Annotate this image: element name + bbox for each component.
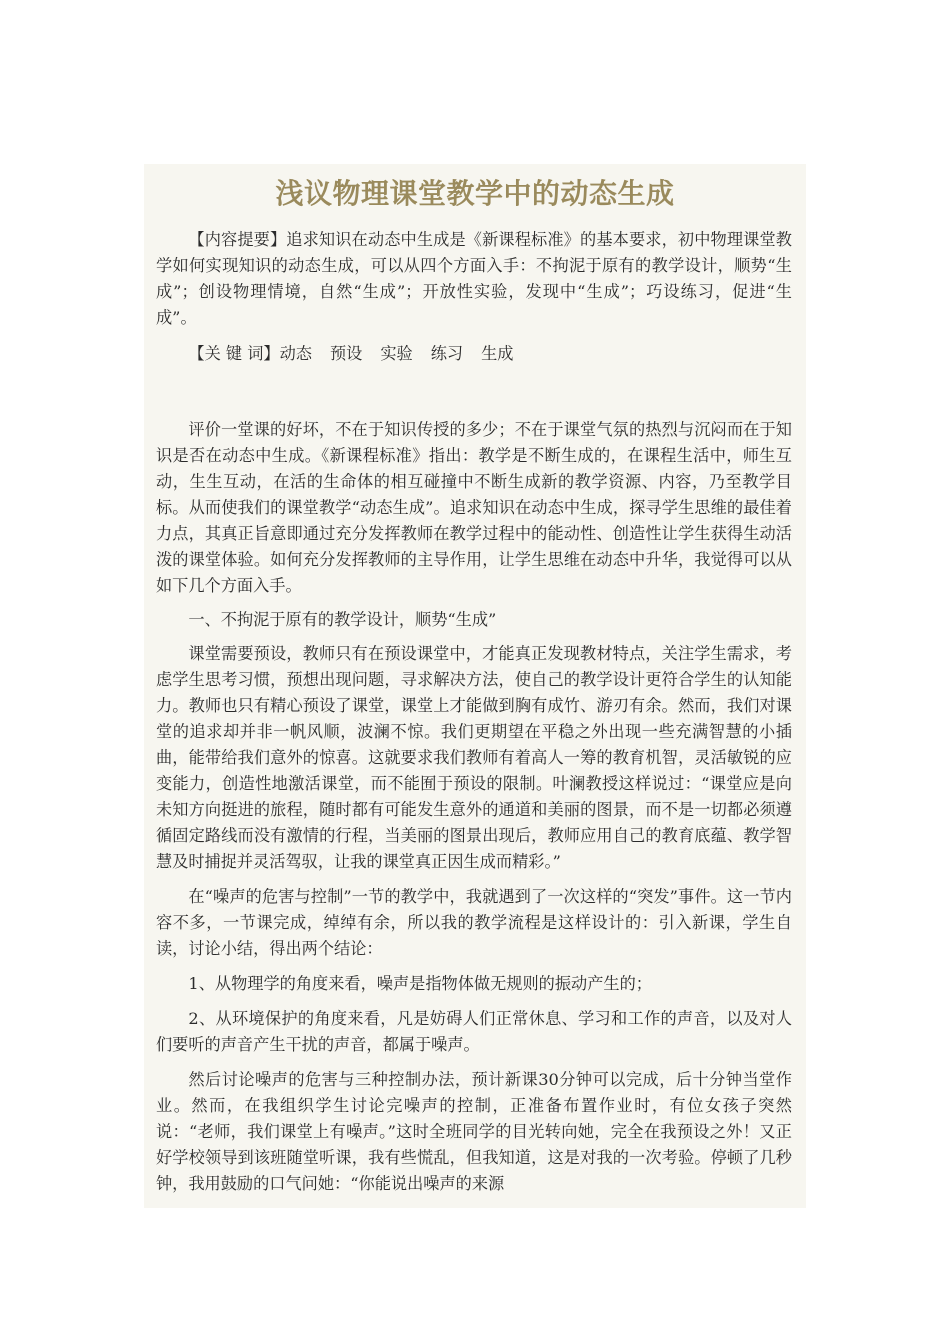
list-item: 1、从物理学的角度来看，噪声是指物体做无规则的振动产生的； (188, 974, 652, 993)
keyword: 动态 (279, 344, 312, 363)
keywords-line (144, 341, 806, 367)
keyword: 生成 (481, 344, 514, 363)
abstract-paragraph: 【内容提要】追求知识在动态中生成是《新课程标准》的基本要求，初中物理课堂教学如何实现知识的动态生成，可以从四个方面入手：不拘泥于原有的教学设计，顺势“生成”；创设物理情境，自然“生成”；开放性实验，发现中“生成”；巧设练习，促进“生成”。 (156, 230, 792, 327)
document-page (144, 164, 806, 1208)
keyword: 预设 (330, 344, 363, 363)
body-paragraph: 课堂需要预设，教师只有在预设课堂中，才能真正发现教材特点，关注学生需求，考虑学生思考习惯，预想出现问题，寻求解决方法，使自己的教学设计更符合学生的认知能力。教师也只有精心预设了课堂，课堂上才能做到胸有成竹、游刃有余。然而，我们对课堂的追求却并非一帆风顺，波澜不惊。我们更期望在平稳之外出现一些充满智慧的小插曲，能带给我们意外的惊喜。这就要求我们教师有着高人一筹的教育机智，灵活敏锐的应变能力，创造性地激活课堂，而不能囿于预设的限制。叶澜教授这样说过：“课堂应是向未知方向挺进的旅程，随时都有可能发生意外的通道和美丽的图景，而不是一切都必须遵循固定路线而没有激情的行程，当美丽的图景出现后，教师应用自己的教育底蕴、教学智慧及时捕捉并灵活驾驭，让我的课堂真正因生成而精彩。” (156, 644, 792, 871)
intro-paragraph: 评价一堂课的好坏，不在于知识传授的多少；不在于课堂气氛的热烈与沉闷而在于知识是否在动态中生成。《新课程标准》指出：教学是不断生成的，在课程生活中，师生互动，生生互动，在活的生命体的相互碰撞中不断生成新的教学资源、内容，乃至教学目标。从而使我们的课堂教学“动态生成”。追求知识在动态中生成，探寻学生思维的最佳着力点，其真正旨意即通过充分发挥教师在教学过程中的能动性、创造性让学生获得生动活泼的课堂体验。如何充分发挥教师的主导作用，让学生思维在动态中升华，我觉得可以从如下几个方面入手。 (156, 420, 792, 595)
keyword: 实验 (380, 344, 413, 363)
document-title: 浅议物理课堂教学中的动态生成 (275, 177, 675, 210)
section-heading: 一、不拘泥于原有的教学设计，顺势“生成” (188, 610, 497, 629)
body-paragraph: 然后讨论噪声的危害与三种控制办法，预计新课30分钟可以完成，后十分钟当堂作业。然而，在我组织学生讨论完噪声的控制，正准备布置作业时，有位女孩子突然说：“老师，我们课堂上有噪声。”这时全班同学的目光转向她，完全在我预设之外！又正好学校领导到该班随堂听课，我有些慌乱，但我知道，这是对我的一次考验。停顿了几秒钟，我用鼓励的口气问她：“你能说出噪声的来源 (156, 1070, 792, 1193)
list-item: 2、从环境保护的角度来看，凡是妨碍人们正常休息、学习和工作的声音，以及对人们要听的声音产生干扰的声音，都属于噪声。 (156, 1009, 792, 1054)
keywords-label: 【关 键 词】 (188, 344, 280, 363)
keyword: 练习 (430, 344, 464, 363)
body-paragraph: 在“噪声的危害与控制”一节的教学中，我就遇到了一次这样的“突发”事件。这一节内容不多，一节课完成，绰绰有余，所以我的教学流程是这样设计的：引入新课，学生自读，讨论小结，得出两个结论： (156, 887, 792, 958)
